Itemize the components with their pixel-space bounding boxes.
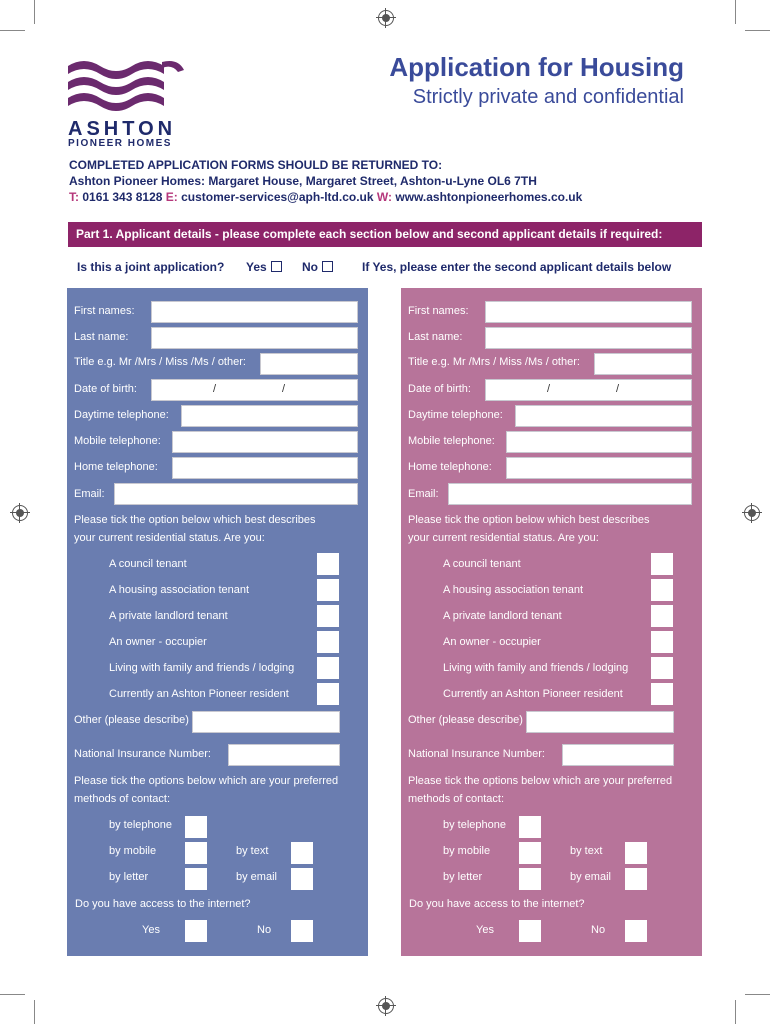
mobile-phone-label: Mobile telephone: (74, 435, 161, 447)
dob-field[interactable] (485, 379, 692, 401)
crop-mark (745, 30, 770, 31)
crop-mark (34, 0, 35, 24)
home-phone-field[interactable] (506, 457, 692, 479)
option-private-landlord-checkbox[interactable] (651, 605, 673, 627)
title-field[interactable] (594, 353, 692, 375)
option-family-lodging-checkbox[interactable] (317, 657, 339, 679)
other-field[interactable] (526, 711, 674, 733)
email-address[interactable]: customer-services@aph-ltd.co.uk (181, 190, 374, 204)
registration-mark-icon (378, 998, 394, 1014)
internet-yes-checkbox[interactable] (185, 920, 207, 942)
contact-telephone-label: by telephone (443, 819, 506, 831)
option-aph-resident-checkbox[interactable] (651, 683, 673, 705)
applicant-1-panel (67, 288, 368, 956)
internet-no-checkbox[interactable] (625, 920, 647, 942)
option-council-checkbox[interactable] (651, 553, 673, 575)
title-label: Title e.g. Mr /Mrs / Miss /Ms / other: (408, 356, 580, 368)
home-phone-label: Home telephone: (74, 461, 158, 473)
dob-separator: / (282, 383, 286, 395)
registration-mark-icon (12, 505, 28, 521)
daytime-phone-label: Daytime telephone: (408, 409, 503, 421)
crop-mark (735, 1000, 736, 1024)
option-private-landlord-checkbox[interactable] (317, 605, 339, 627)
crop-mark (0, 30, 25, 31)
last-name-label: Last name: (74, 331, 129, 343)
logo-name: ASHTON (68, 118, 177, 140)
internet-yes-label: Yes (476, 924, 494, 936)
status-instructions: Please tick the option below which best describes (408, 514, 650, 526)
logo-subname: PIONEER HOMES (68, 138, 172, 149)
mobile-phone-field[interactable] (172, 431, 358, 453)
option-council: A council tenant (109, 558, 187, 570)
contact-telephone-checkbox[interactable] (519, 816, 541, 838)
option-housing-association: A housing association tenant (109, 584, 250, 596)
internet-question: Do you have access to the internet? (75, 898, 251, 910)
joint-question: Is this a joint application? (77, 260, 225, 274)
option-private-landlord: A private landlord tenant (443, 610, 562, 622)
other-label: Other (please describe) (74, 714, 189, 726)
contact-mobile-label: by mobile (109, 845, 157, 857)
email-label: E: (165, 190, 178, 204)
applicant-2-panel (401, 288, 702, 956)
contact-mobile-label: by mobile (443, 845, 491, 857)
internet-no-checkbox[interactable] (291, 920, 313, 942)
status-instructions: your current residential status. Are you: (74, 532, 265, 544)
crop-mark (0, 994, 25, 995)
page-subtitle: Strictly private and confidential (412, 86, 684, 108)
contact-instructions: methods of contact: (408, 793, 504, 805)
option-council: A council tenant (443, 558, 521, 570)
first-names-label: First names: (408, 305, 469, 317)
contact-text-label: by text (236, 845, 269, 857)
option-aph-resident-checkbox[interactable] (317, 683, 339, 705)
first-names-field[interactable] (151, 301, 358, 323)
dob-label: Date of birth: (74, 383, 137, 395)
contact-text-label: by text (570, 845, 603, 857)
contact-telephone-checkbox[interactable] (185, 816, 207, 838)
mobile-phone-field[interactable] (506, 431, 692, 453)
phone-number: 0161 343 8128 (82, 190, 163, 204)
dob-separator: / (213, 383, 217, 395)
joint-no-label: No (302, 260, 318, 274)
option-council-checkbox[interactable] (317, 553, 339, 575)
daytime-phone-field[interactable] (181, 405, 358, 427)
option-aph-resident: Currently an Ashton Pioneer resident (443, 688, 623, 700)
internet-no-label: No (257, 924, 272, 936)
option-owner-occupier: An owner - occupier (109, 636, 207, 648)
option-family-lodging-checkbox[interactable] (651, 657, 673, 679)
return-contacts (69, 190, 582, 204)
part1-heading: Part 1. Applicant details - please complete each section below and second applicant details if required: (76, 227, 663, 241)
option-housing-association-checkbox[interactable] (317, 579, 339, 601)
ni-label: National Insurance Number: (74, 748, 211, 760)
joint-yes-checkbox[interactable] (271, 261, 282, 272)
last-name-label: Last name: (408, 331, 463, 343)
contact-text-checkbox[interactable] (625, 842, 647, 864)
other-field[interactable] (192, 711, 340, 733)
title-label: Title e.g. Mr /Mrs / Miss /Ms / other: (74, 356, 246, 368)
contact-letter-checkbox[interactable] (519, 868, 541, 890)
ni-field[interactable] (228, 744, 340, 766)
status-instructions: Please tick the option below which best describes (74, 514, 316, 526)
mobile-phone-label: Mobile telephone: (408, 435, 495, 447)
internet-no-label: No (591, 924, 606, 936)
home-phone-field[interactable] (172, 457, 358, 479)
internet-yes-checkbox[interactable] (519, 920, 541, 942)
registration-mark-icon (744, 505, 760, 521)
contact-email-label: by email (236, 871, 277, 883)
joint-yes-label: Yes (246, 260, 267, 274)
email-label: Email: (408, 488, 439, 500)
option-owner-occupier: An owner - occupier (443, 636, 541, 648)
return-address: Ashton Pioneer Homes: Margaret House, Margaret Street, Ashton-u-Lyne OL6 7TH (69, 174, 537, 188)
contact-instructions: methods of contact: (74, 793, 170, 805)
registration-mark-icon (378, 10, 394, 26)
status-instructions: your current residential status. Are you: (408, 532, 599, 544)
option-housing-association-checkbox[interactable] (651, 579, 673, 601)
option-owner-occupier-checkbox[interactable] (317, 631, 339, 653)
joint-yes[interactable] (246, 260, 282, 274)
option-family-lodging: Living with family and friends / lodging (443, 662, 629, 674)
contact-instructions: Please tick the options below which are your preferred (408, 775, 673, 787)
option-family-lodging: Living with family and friends / lodging (109, 662, 295, 674)
email-label: Email: (74, 488, 105, 500)
contact-mobile-checkbox[interactable] (519, 842, 541, 864)
crop-mark (735, 0, 736, 24)
option-private-landlord: A private landlord tenant (109, 610, 228, 622)
joint-no-checkbox[interactable] (322, 261, 333, 272)
joint-no[interactable] (302, 260, 333, 274)
logo-waves-icon (66, 58, 186, 114)
dob-separator: / (547, 383, 551, 395)
ni-label: National Insurance Number: (408, 748, 545, 760)
second-applicant-note: If Yes, please enter the second applicant details below (362, 260, 672, 274)
contact-email-checkbox[interactable] (291, 868, 313, 890)
website-label: W: (376, 190, 393, 204)
contact-text-checkbox[interactable] (291, 842, 313, 864)
first-names-field[interactable] (485, 301, 692, 323)
daytime-phone-field[interactable] (515, 405, 692, 427)
dob-field[interactable] (151, 379, 358, 401)
page-title: Application for Housing (389, 52, 684, 82)
ni-field[interactable] (562, 744, 674, 766)
contact-email-label: by email (570, 871, 611, 883)
contact-letter-checkbox[interactable] (185, 868, 207, 890)
crop-mark (34, 1000, 35, 1024)
contact-email-checkbox[interactable] (625, 868, 647, 890)
phone-label: T: (69, 190, 79, 204)
option-owner-occupier-checkbox[interactable] (651, 631, 673, 653)
first-names-label: First names: (74, 305, 135, 317)
email-field[interactable] (448, 483, 692, 505)
contact-letter-label: by letter (443, 871, 483, 883)
email-field[interactable] (114, 483, 358, 505)
home-phone-label: Home telephone: (408, 461, 492, 473)
daytime-phone-label: Daytime telephone: (74, 409, 169, 421)
crop-mark (745, 994, 770, 995)
contact-mobile-checkbox[interactable] (185, 842, 207, 864)
title-field[interactable] (260, 353, 358, 375)
other-label: Other (please describe) (408, 714, 523, 726)
dob-separator: / (616, 383, 620, 395)
return-heading: COMPLETED APPLICATION FORMS SHOULD BE RETURNED TO: (69, 158, 443, 172)
internet-question: Do you have access to the internet? (409, 898, 585, 910)
option-housing-association: A housing association tenant (443, 584, 584, 596)
contact-letter-label: by letter (109, 871, 149, 883)
internet-yes-label: Yes (142, 924, 160, 936)
option-aph-resident: Currently an Ashton Pioneer resident (109, 688, 289, 700)
contact-instructions: Please tick the options below which are your preferred (74, 775, 339, 787)
contact-telephone-label: by telephone (109, 819, 172, 831)
dob-label: Date of birth: (408, 383, 471, 395)
website-link[interactable]: www.ashtonpioneerhomes.co.uk (395, 190, 583, 204)
last-name-field[interactable] (485, 327, 692, 349)
last-name-field[interactable] (151, 327, 358, 349)
